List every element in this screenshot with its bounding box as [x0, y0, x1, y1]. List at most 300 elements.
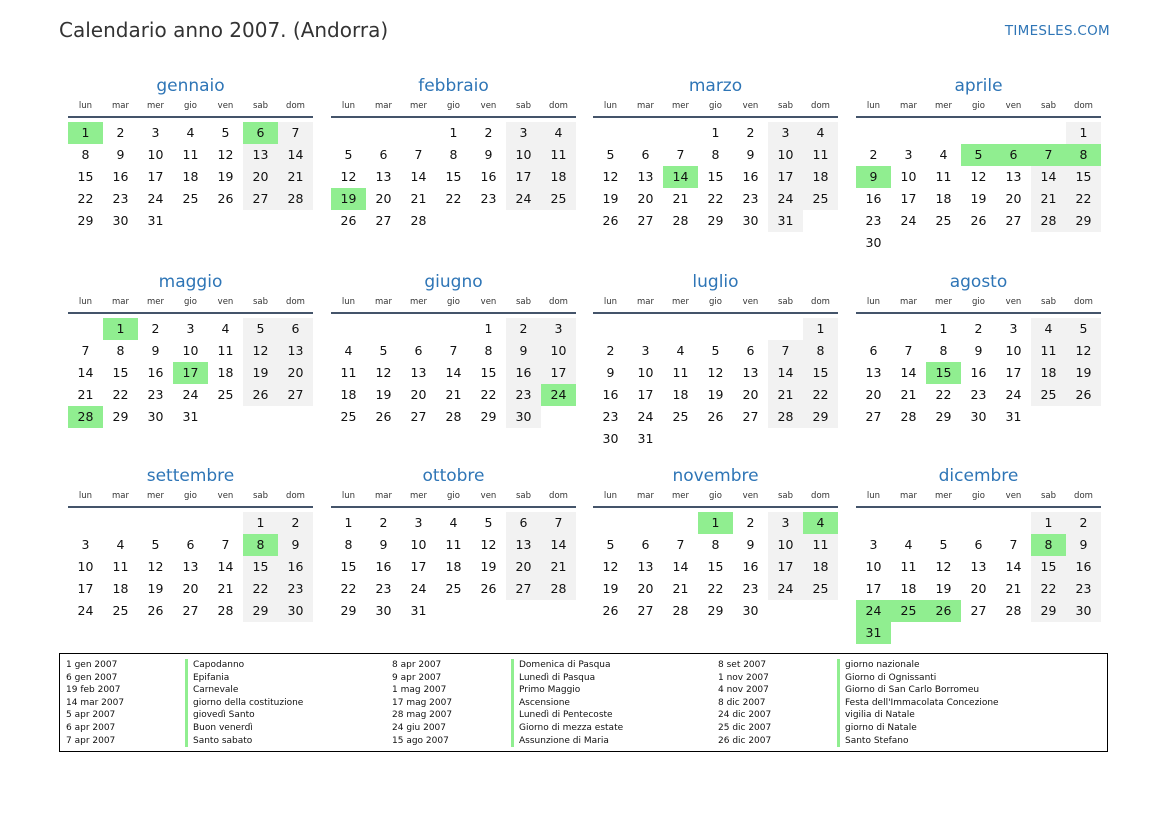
holiday-day-cell[interactable]: 5 — [961, 144, 996, 166]
day-cell[interactable]: 19 — [147, 581, 164, 596]
day-cell[interactable]: 2 — [151, 321, 160, 336]
day-cell[interactable]: 26 — [602, 213, 619, 228]
day-cell[interactable]: 12 — [217, 147, 234, 162]
day-cell[interactable]: 5 — [711, 343, 720, 358]
day-cell[interactable]: 18 — [445, 559, 462, 574]
day-cell[interactable]: 31 — [637, 431, 654, 446]
day-cell[interactable]: 14 — [541, 534, 576, 556]
day-cell[interactable]: 20 — [970, 581, 987, 596]
day-cell[interactable]: 13 — [243, 144, 278, 166]
day-cell[interactable]: 29 — [243, 600, 278, 622]
day-cell[interactable]: 23 — [112, 191, 129, 206]
day-cell[interactable]: 18 — [182, 169, 199, 184]
day-cell[interactable]: 22 — [480, 387, 497, 402]
day-cell[interactable]: 17 — [768, 166, 803, 188]
day-cell[interactable]: 14 — [672, 559, 689, 574]
day-cell[interactable]: 12 — [340, 169, 357, 184]
day-cell[interactable]: 6 — [379, 147, 388, 162]
day-cell[interactable]: 27 — [970, 603, 987, 618]
day-cell[interactable]: 20 — [637, 191, 654, 206]
day-cell[interactable]: 20 — [375, 191, 392, 206]
day-cell[interactable]: 29 — [77, 213, 94, 228]
day-cell[interactable]: 24 — [506, 188, 541, 210]
day-cell[interactable]: 13 — [182, 559, 199, 574]
day-cell[interactable]: 14 — [217, 559, 234, 574]
day-cell[interactable]: 26 — [217, 191, 234, 206]
day-cell[interactable]: 10 — [506, 144, 541, 166]
day-cell[interactable]: 1 — [449, 125, 458, 140]
holiday-day-cell[interactable]: 7 — [1031, 144, 1066, 166]
day-cell[interactable]: 21 — [278, 166, 313, 188]
day-cell[interactable]: 19 — [935, 581, 952, 596]
day-cell[interactable]: 23 — [970, 387, 987, 402]
day-cell[interactable]: 16 — [602, 387, 619, 402]
day-cell[interactable]: 30 — [602, 431, 619, 446]
day-cell[interactable]: 1 — [344, 515, 353, 530]
day-cell[interactable]: 1 — [243, 512, 278, 534]
day-cell[interactable]: 16 — [278, 556, 313, 578]
day-cell[interactable]: 22 — [1031, 578, 1066, 600]
day-cell[interactable]: 23 — [506, 384, 541, 406]
day-cell[interactable]: 19 — [217, 169, 234, 184]
day-cell[interactable]: 15 — [445, 169, 462, 184]
day-cell[interactable]: 27 — [278, 384, 313, 406]
day-cell[interactable]: 7 — [278, 122, 313, 144]
holiday-day-cell[interactable]: 1 — [68, 122, 103, 144]
day-cell[interactable]: 3 — [541, 318, 576, 340]
day-cell[interactable]: 23 — [147, 387, 164, 402]
day-cell[interactable]: 2 — [484, 125, 493, 140]
day-cell[interactable]: 2 — [1066, 512, 1101, 534]
day-cell[interactable]: 9 — [606, 365, 615, 380]
day-cell[interactable]: 17 — [147, 169, 164, 184]
day-cell[interactable]: 18 — [672, 387, 689, 402]
day-cell[interactable]: 27 — [375, 213, 392, 228]
day-cell[interactable]: 9 — [746, 537, 755, 552]
day-cell[interactable]: 30 — [278, 600, 313, 622]
day-cell[interactable]: 12 — [375, 365, 392, 380]
day-cell[interactable]: 10 — [541, 340, 576, 362]
day-cell[interactable]: 22 — [803, 384, 838, 406]
day-cell[interactable]: 19 — [707, 387, 724, 402]
day-cell[interactable]: 15 — [112, 365, 129, 380]
holiday-day-cell[interactable]: 25 — [891, 600, 926, 622]
day-cell[interactable]: 7 — [81, 343, 90, 358]
day-cell[interactable]: 10 — [768, 534, 803, 556]
day-cell[interactable]: 4 — [221, 321, 230, 336]
day-cell[interactable]: 11 — [803, 144, 838, 166]
day-cell[interactable]: 21 — [768, 384, 803, 406]
day-cell[interactable]: 22 — [707, 581, 724, 596]
day-cell[interactable]: 5 — [243, 318, 278, 340]
day-cell[interactable]: 28 — [900, 409, 917, 424]
day-cell[interactable]: 13 — [637, 169, 654, 184]
day-cell[interactable]: 30 — [742, 213, 759, 228]
day-cell[interactable]: 5 — [344, 147, 353, 162]
day-cell[interactable]: 5 — [1066, 318, 1101, 340]
holiday-day-cell[interactable]: 14 — [663, 166, 698, 188]
day-cell[interactable]: 25 — [445, 581, 462, 596]
day-cell[interactable]: 7 — [768, 340, 803, 362]
day-cell[interactable]: 13 — [410, 365, 427, 380]
day-cell[interactable]: 15 — [243, 556, 278, 578]
day-cell[interactable]: 12 — [1066, 340, 1101, 362]
day-cell[interactable]: 24 — [410, 581, 427, 596]
day-cell[interactable]: 25 — [340, 409, 357, 424]
holiday-day-cell[interactable]: 26 — [926, 600, 961, 622]
day-cell[interactable]: 12 — [707, 365, 724, 380]
day-cell[interactable]: 12 — [243, 340, 278, 362]
holiday-day-cell[interactable]: 15 — [926, 362, 961, 384]
day-cell[interactable]: 9 — [974, 343, 983, 358]
day-cell[interactable]: 16 — [742, 559, 759, 574]
day-cell[interactable]: 16 — [865, 191, 882, 206]
day-cell[interactable]: 25 — [112, 603, 129, 618]
day-cell[interactable]: 12 — [147, 559, 164, 574]
day-cell[interactable]: 2 — [869, 147, 878, 162]
day-cell[interactable]: 18 — [935, 191, 952, 206]
day-cell[interactable]: 4 — [116, 537, 125, 552]
day-cell[interactable]: 21 — [445, 387, 462, 402]
day-cell[interactable]: 14 — [445, 365, 462, 380]
day-cell[interactable]: 23 — [865, 213, 882, 228]
day-cell[interactable]: 30 — [970, 409, 987, 424]
day-cell[interactable]: 19 — [243, 362, 278, 384]
day-cell[interactable]: 22 — [707, 191, 724, 206]
day-cell[interactable]: 23 — [742, 581, 759, 596]
day-cell[interactable]: 31 — [1005, 409, 1022, 424]
day-cell[interactable]: 24 — [768, 188, 803, 210]
day-cell[interactable]: 24 — [637, 409, 654, 424]
day-cell[interactable]: 2 — [116, 125, 125, 140]
day-cell[interactable]: 30 — [147, 409, 164, 424]
day-cell[interactable]: 6 — [278, 318, 313, 340]
day-cell[interactable]: 4 — [803, 122, 838, 144]
day-cell[interactable]: 11 — [541, 144, 576, 166]
day-cell[interactable]: 29 — [340, 603, 357, 618]
day-cell[interactable]: 11 — [1031, 340, 1066, 362]
day-cell[interactable]: 15 — [480, 365, 497, 380]
day-cell[interactable]: 6 — [506, 512, 541, 534]
day-cell[interactable]: 16 — [1066, 556, 1101, 578]
day-cell[interactable]: 19 — [602, 581, 619, 596]
day-cell[interactable]: 15 — [77, 169, 94, 184]
day-cell[interactable]: 15 — [707, 559, 724, 574]
day-cell[interactable]: 29 — [707, 603, 724, 618]
holiday-day-cell[interactable]: 31 — [856, 622, 891, 644]
day-cell[interactable]: 8 — [711, 147, 720, 162]
day-cell[interactable]: 27 — [182, 603, 199, 618]
site-link[interactable]: TIMESLES.COM — [1004, 23, 1110, 39]
day-cell[interactable]: 3 — [1009, 321, 1018, 336]
day-cell[interactable]: 4 — [186, 125, 195, 140]
day-cell[interactable]: 11 — [217, 343, 234, 358]
day-cell[interactable]: 27 — [865, 409, 882, 424]
day-cell[interactable]: 5 — [379, 343, 388, 358]
day-cell[interactable]: 26 — [340, 213, 357, 228]
day-cell[interactable]: 13 — [375, 169, 392, 184]
day-cell[interactable]: 3 — [81, 537, 90, 552]
day-cell[interactable]: 21 — [217, 581, 234, 596]
day-cell[interactable]: 17 — [768, 556, 803, 578]
day-cell[interactable]: 20 — [742, 387, 759, 402]
day-cell[interactable]: 6 — [186, 537, 195, 552]
holiday-day-cell[interactable]: 28 — [68, 406, 103, 428]
day-cell[interactable]: 17 — [506, 166, 541, 188]
day-cell[interactable]: 19 — [1066, 362, 1101, 384]
day-cell[interactable]: 7 — [449, 343, 458, 358]
day-cell[interactable]: 16 — [112, 169, 129, 184]
day-cell[interactable]: 27 — [742, 409, 759, 424]
day-cell[interactable]: 31 — [768, 210, 803, 232]
day-cell[interactable]: 18 — [900, 581, 917, 596]
day-cell[interactable]: 14 — [278, 144, 313, 166]
holiday-day-cell[interactable]: 6 — [243, 122, 278, 144]
day-cell[interactable]: 25 — [803, 578, 838, 600]
day-cell[interactable]: 6 — [869, 343, 878, 358]
day-cell[interactable]: 1 — [484, 321, 493, 336]
day-cell[interactable]: 2 — [506, 318, 541, 340]
day-cell[interactable]: 14 — [410, 169, 427, 184]
day-cell[interactable]: 8 — [81, 147, 90, 162]
day-cell[interactable]: 6 — [746, 343, 755, 358]
day-cell[interactable]: 1 — [711, 125, 720, 140]
holiday-day-cell[interactable]: 6 — [996, 144, 1031, 166]
day-cell[interactable]: 23 — [480, 191, 497, 206]
day-cell[interactable]: 18 — [340, 387, 357, 402]
day-cell[interactable]: 20 — [1005, 191, 1022, 206]
day-cell[interactable]: 4 — [1031, 318, 1066, 340]
holiday-day-cell[interactable]: 8 — [1031, 534, 1066, 556]
day-cell[interactable]: 8 — [484, 343, 493, 358]
day-cell[interactable]: 26 — [602, 603, 619, 618]
day-cell[interactable]: 20 — [506, 556, 541, 578]
day-cell[interactable]: 7 — [904, 343, 913, 358]
day-cell[interactable]: 3 — [768, 512, 803, 534]
day-cell[interactable]: 22 — [1066, 188, 1101, 210]
day-cell[interactable]: 10 — [900, 169, 917, 184]
day-cell[interactable]: 21 — [1005, 581, 1022, 596]
day-cell[interactable]: 5 — [221, 125, 230, 140]
day-cell[interactable]: 22 — [935, 387, 952, 402]
day-cell[interactable]: 10 — [637, 365, 654, 380]
day-cell[interactable]: 15 — [707, 169, 724, 184]
day-cell[interactable]: 2 — [746, 515, 755, 530]
holiday-day-cell[interactable]: 9 — [856, 166, 891, 188]
day-cell[interactable]: 26 — [1066, 384, 1101, 406]
day-cell[interactable]: 20 — [637, 581, 654, 596]
day-cell[interactable]: 28 — [1031, 210, 1066, 232]
day-cell[interactable]: 15 — [1066, 166, 1101, 188]
day-cell[interactable]: 9 — [484, 147, 493, 162]
day-cell[interactable]: 26 — [707, 409, 724, 424]
day-cell[interactable]: 7 — [414, 147, 423, 162]
day-cell[interactable]: 5 — [484, 515, 493, 530]
day-cell[interactable]: 20 — [865, 387, 882, 402]
day-cell[interactable]: 31 — [147, 213, 164, 228]
day-cell[interactable]: 30 — [1066, 600, 1101, 622]
day-cell[interactable]: 27 — [637, 603, 654, 618]
day-cell[interactable]: 12 — [602, 559, 619, 574]
day-cell[interactable]: 25 — [217, 387, 234, 402]
day-cell[interactable]: 3 — [151, 125, 160, 140]
day-cell[interactable]: 11 — [112, 559, 129, 574]
day-cell[interactable]: 20 — [410, 387, 427, 402]
day-cell[interactable]: 3 — [869, 537, 878, 552]
day-cell[interactable]: 28 — [1005, 603, 1022, 618]
day-cell[interactable]: 1 — [1031, 512, 1066, 534]
day-cell[interactable]: 22 — [112, 387, 129, 402]
day-cell[interactable]: 23 — [278, 578, 313, 600]
day-cell[interactable]: 10 — [410, 537, 427, 552]
day-cell[interactable]: 28 — [278, 188, 313, 210]
day-cell[interactable]: 30 — [742, 603, 759, 618]
day-cell[interactable]: 17 — [1005, 365, 1022, 380]
day-cell[interactable]: 25 — [935, 213, 952, 228]
day-cell[interactable]: 12 — [480, 537, 497, 552]
day-cell[interactable]: 27 — [410, 409, 427, 424]
day-cell[interactable]: 26 — [480, 581, 497, 596]
day-cell[interactable]: 15 — [803, 362, 838, 384]
day-cell[interactable]: 9 — [151, 343, 160, 358]
day-cell[interactable]: 9 — [506, 340, 541, 362]
day-cell[interactable]: 24 — [768, 578, 803, 600]
day-cell[interactable]: 29 — [1066, 210, 1101, 232]
holiday-day-cell[interactable]: 8 — [1066, 144, 1101, 166]
day-cell[interactable]: 11 — [672, 365, 689, 380]
day-cell[interactable]: 13 — [865, 365, 882, 380]
day-cell[interactable]: 3 — [414, 515, 423, 530]
day-cell[interactable]: 16 — [742, 169, 759, 184]
day-cell[interactable]: 18 — [1031, 362, 1066, 384]
day-cell[interactable]: 14 — [1005, 559, 1022, 574]
holiday-day-cell[interactable]: 17 — [173, 362, 208, 384]
day-cell[interactable]: 14 — [768, 362, 803, 384]
day-cell[interactable]: 14 — [900, 365, 917, 380]
day-cell[interactable]: 31 — [182, 409, 199, 424]
holiday-day-cell[interactable]: 1 — [103, 318, 138, 340]
day-cell[interactable]: 25 — [803, 188, 838, 210]
day-cell[interactable]: 22 — [445, 191, 462, 206]
day-cell[interactable]: 7 — [676, 537, 685, 552]
day-cell[interactable]: 29 — [1031, 600, 1066, 622]
day-cell[interactable]: 19 — [970, 191, 987, 206]
day-cell[interactable]: 14 — [1031, 166, 1066, 188]
holiday-day-cell[interactable]: 19 — [331, 188, 366, 210]
day-cell[interactable]: 9 — [116, 147, 125, 162]
day-cell[interactable]: 8 — [803, 340, 838, 362]
day-cell[interactable]: 20 — [182, 581, 199, 596]
day-cell[interactable]: 13 — [637, 559, 654, 574]
day-cell[interactable]: 18 — [803, 556, 838, 578]
day-cell[interactable]: 9 — [746, 147, 755, 162]
day-cell[interactable]: 29 — [480, 409, 497, 424]
day-cell[interactable]: 2 — [379, 515, 388, 530]
day-cell[interactable]: 10 — [1005, 343, 1022, 358]
day-cell[interactable]: 16 — [147, 365, 164, 380]
day-cell[interactable]: 23 — [1066, 578, 1101, 600]
day-cell[interactable]: 5 — [606, 147, 615, 162]
day-cell[interactable]: 1 — [1066, 122, 1101, 144]
day-cell[interactable]: 10 — [147, 147, 164, 162]
day-cell[interactable]: 12 — [602, 169, 619, 184]
day-cell[interactable]: 24 — [1005, 387, 1022, 402]
day-cell[interactable]: 18 — [112, 581, 129, 596]
day-cell[interactable]: 4 — [676, 343, 685, 358]
day-cell[interactable]: 25 — [182, 191, 199, 206]
day-cell[interactable]: 15 — [340, 559, 357, 574]
day-cell[interactable]: 24 — [77, 603, 94, 618]
day-cell[interactable]: 16 — [375, 559, 392, 574]
day-cell[interactable]: 15 — [1031, 556, 1066, 578]
day-cell[interactable]: 9 — [379, 537, 388, 552]
day-cell[interactable]: 6 — [641, 147, 650, 162]
day-cell[interactable]: 14 — [77, 365, 94, 380]
day-cell[interactable]: 3 — [506, 122, 541, 144]
day-cell[interactable]: 16 — [480, 169, 497, 184]
day-cell[interactable]: 30 — [375, 603, 392, 618]
day-cell[interactable]: 24 — [900, 213, 917, 228]
day-cell[interactable]: 19 — [602, 191, 619, 206]
day-cell[interactable]: 2 — [606, 343, 615, 358]
day-cell[interactable]: 5 — [606, 537, 615, 552]
day-cell[interactable]: 1 — [939, 321, 948, 336]
day-cell[interactable]: 16 — [506, 362, 541, 384]
day-cell[interactable]: 27 — [506, 578, 541, 600]
day-cell[interactable]: 8 — [711, 537, 720, 552]
day-cell[interactable]: 11 — [445, 537, 462, 552]
day-cell[interactable]: 26 — [147, 603, 164, 618]
day-cell[interactable]: 2 — [974, 321, 983, 336]
day-cell[interactable]: 7 — [221, 537, 230, 552]
day-cell[interactable]: 3 — [904, 147, 913, 162]
day-cell[interactable]: 29 — [935, 409, 952, 424]
day-cell[interactable]: 26 — [970, 213, 987, 228]
day-cell[interactable]: 25 — [1031, 384, 1066, 406]
day-cell[interactable]: 20 — [243, 166, 278, 188]
day-cell[interactable]: 30 — [112, 213, 129, 228]
day-cell[interactable]: 11 — [340, 365, 357, 380]
day-cell[interactable]: 29 — [803, 406, 838, 428]
day-cell[interactable]: 4 — [449, 515, 458, 530]
holiday-day-cell[interactable]: 4 — [803, 512, 838, 534]
day-cell[interactable]: 6 — [974, 537, 983, 552]
day-cell[interactable]: 7 — [541, 512, 576, 534]
day-cell[interactable]: 25 — [541, 188, 576, 210]
day-cell[interactable]: 17 — [410, 559, 427, 574]
day-cell[interactable]: 11 — [935, 169, 952, 184]
day-cell[interactable]: 8 — [116, 343, 125, 358]
day-cell[interactable]: 3 — [186, 321, 195, 336]
day-cell[interactable]: 2 — [278, 512, 313, 534]
day-cell[interactable]: 21 — [1031, 188, 1066, 210]
day-cell[interactable]: 5 — [151, 537, 160, 552]
day-cell[interactable]: 10 — [182, 343, 199, 358]
day-cell[interactable]: 30 — [865, 235, 882, 250]
day-cell[interactable]: 6 — [414, 343, 423, 358]
day-cell[interactable]: 12 — [935, 559, 952, 574]
day-cell[interactable]: 21 — [541, 556, 576, 578]
day-cell[interactable]: 21 — [410, 191, 427, 206]
day-cell[interactable]: 19 — [480, 559, 497, 574]
day-cell[interactable]: 25 — [672, 409, 689, 424]
day-cell[interactable]: 26 — [243, 384, 278, 406]
day-cell[interactable]: 7 — [1009, 537, 1018, 552]
day-cell[interactable]: 27 — [1005, 213, 1022, 228]
day-cell[interactable]: 5 — [939, 537, 948, 552]
day-cell[interactable]: 8 — [449, 147, 458, 162]
day-cell[interactable]: 29 — [112, 409, 129, 424]
